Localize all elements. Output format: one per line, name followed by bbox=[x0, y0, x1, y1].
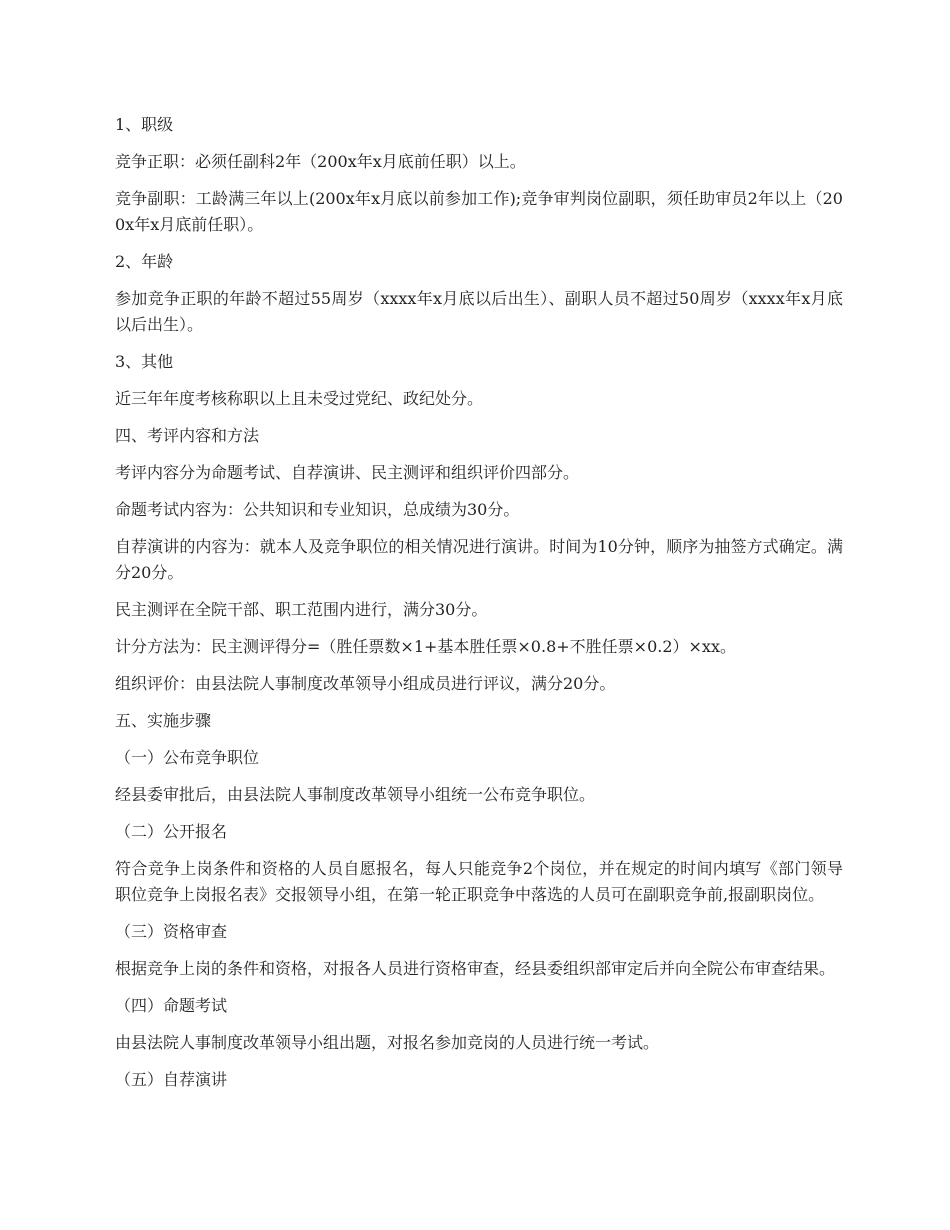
paragraph-assessment-record: 近三年年度考核称职以上且未受过党纪、政纪处分。 bbox=[115, 389, 484, 408]
paragraph-publish-positions: 经县委审批后，由县法院人事制度改革领导小组统一公布竞争职位。 bbox=[115, 785, 596, 804]
paragraph-deputy-requirement: 竞争副职：工龄满三年以上(200x年x月底以前参加工作);竞争审判岗位副职，须任助审员2年以上（200x年x月底前任职）。 bbox=[115, 189, 843, 234]
paragraph-qualification-review: 根据竞争上岗的条件和资格，对报各人员进行资格审查，经县委组织部审定后并向全院公布审查结果。 bbox=[115, 959, 836, 978]
section-heading-age: 2、年龄 bbox=[115, 252, 174, 271]
paragraph-scoring-method: 计分方法为：民主测评得分=（胜任票数×1+基本胜任票×0.8+不胜任票×0.2）×xx。 bbox=[115, 637, 736, 656]
document-body bbox=[115, 112, 843, 1104]
paragraph-open-registration: 符合竞争上岗条件和资格的人员自愿报名，每人只能竞争2个岗位，并在规定的时间内填写《部门领导职位竞争上岗报名表》交报领导小组，在第一轮正职竞争中落选的人员可在副职竞争前,报副职岗位。 bbox=[115, 859, 843, 904]
section-heading-steps: 五、实施步骤 bbox=[115, 711, 212, 730]
section-heading-other: 3、其他 bbox=[115, 352, 174, 371]
paragraph-democratic-evaluation: 民主测评在全院干部、职工范围内进行，满分30分。 bbox=[115, 600, 488, 619]
subheading-written-exam: （四）命题考试 bbox=[115, 996, 228, 1015]
section-heading-evaluation: 四、考评内容和方法 bbox=[115, 426, 260, 445]
paragraph-evaluation-parts: 考评内容分为命题考试、自荐演讲、民主测评和组织评价四部分。 bbox=[115, 463, 580, 482]
section-heading-rank: 1、职级 bbox=[115, 115, 174, 134]
subheading-open-registration: （二）公开报名 bbox=[115, 822, 228, 841]
paragraph-age-limit: 参加竞争正职的年龄不超过55周岁（xxxx年x月底以后出生）、副职人员不超过50周岁（xxxx年x月底以后出生）。 bbox=[115, 289, 843, 334]
subheading-self-recommendation-speech: （五）自荐演讲 bbox=[115, 1070, 228, 1089]
paragraph-speech-content: 自荐演讲的内容为：就本人及竞争职位的相关情况进行演讲。时间为10分钟，顺序为抽签方式确定。满分20分。 bbox=[115, 537, 843, 582]
paragraph-organizational-evaluation: 组织评价：由县法院人事制度改革领导小组成员进行评议，满分20分。 bbox=[115, 674, 616, 693]
paragraph-exam-content: 命题考试内容为：公共知识和专业知识，总成绩为30分。 bbox=[115, 500, 520, 519]
subheading-qualification-review: （三）资格审查 bbox=[115, 922, 228, 941]
paragraph-principal-requirement: 竞争正职：必须任副科2年（200x年x月底前任职）以上。 bbox=[115, 152, 526, 171]
subheading-publish-positions: （一）公布竞争职位 bbox=[115, 748, 260, 767]
paragraph-written-exam: 由县法院人事制度改革领导小组出题，对报名参加竞岗的人员进行统一考试。 bbox=[115, 1033, 660, 1052]
